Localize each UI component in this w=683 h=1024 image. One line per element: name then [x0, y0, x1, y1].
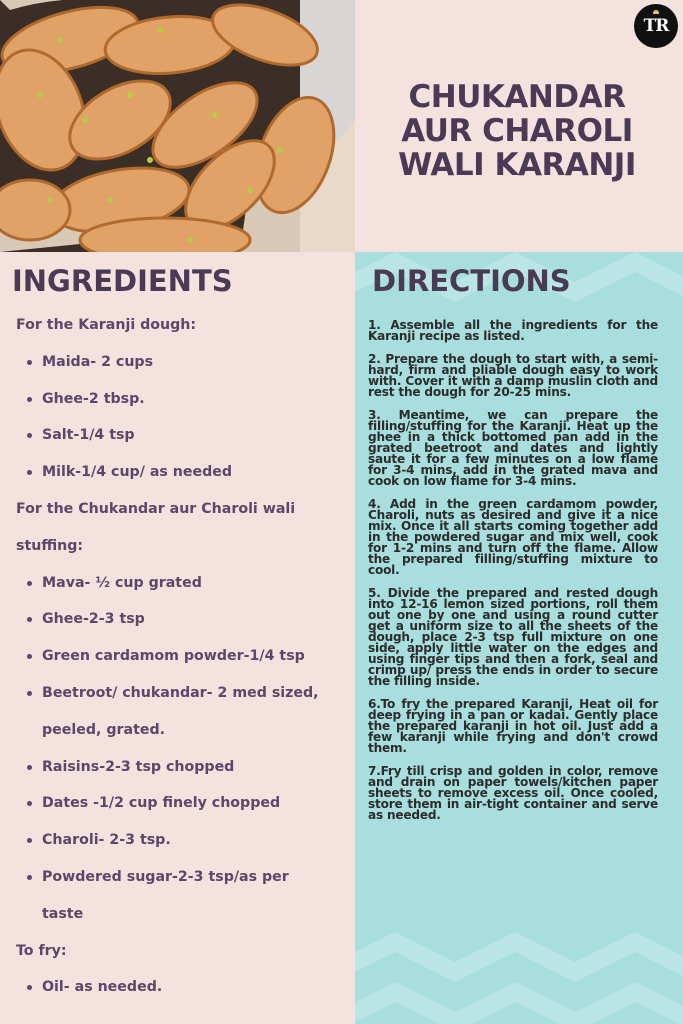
ingredient-text: Ghee-2 tbsp.: [42, 390, 145, 407]
bullet-icon: [27, 581, 32, 586]
direction-step: 6.To fry the prepared Karanji, Heat oil for deep frying in a pan or kadai. Gently place the prepared karanji in hot oil. Just add a few karanji while frying and don't crowd them.: [368, 697, 658, 755]
bullet-icon: [27, 360, 32, 365]
ingredient-item: [16, 974, 351, 1011]
ingredient-text: Salt-1/4 tsp: [42, 427, 135, 444]
ingredient-text: peeled, grated.: [42, 721, 166, 738]
ingredient-section-label: [16, 496, 351, 533]
bullet-icon: [27, 617, 32, 622]
ingredient-text: For the Karanji dough:: [16, 317, 197, 333]
bullet-icon: [27, 654, 32, 659]
ingredient-item: [16, 459, 351, 496]
ingredient-text: taste: [42, 905, 84, 922]
bullet-icon: [27, 985, 32, 990]
direction-step: 5. Divide the prepared and rested dough into 12-16 lemon sized portions, roll them out one by one and using a round cutter get a uniform size to all the sheets of the dough, place 2-3 tsp full mixture on one side, apply little water on the edges and using finger tips and then a fork, seal and crimp up/ press the ends in order to secure the filling inside.: [368, 586, 658, 688]
ingredient-item: [16, 754, 351, 791]
bullet-icon: [27, 875, 32, 880]
ingredient-text: Maida- 2 cups: [42, 353, 154, 370]
direction-step: 1. Assemble all the ingredients for the Karanji recipe as listed.: [368, 318, 658, 343]
bullet-icon: [27, 470, 32, 475]
direction-step: 7.Fry till crisp and golden in color, remove and drain on paper towels/kitchen paper sheets to remove excess oil. Once cooled, store them in air-tight container and serve as needed.: [368, 764, 658, 822]
ingredient-text: Beetroot/ chukandar- 2 med sized,: [42, 684, 319, 701]
bullet-icon: [27, 433, 32, 438]
direction-step: 3. Meantime, we can prepare the filling/stuffing for the Karanji. Heat up the ghee in a thick bottomed pan add in the grated beetroot and dates and lightly saute it for a few minutes on a low flame for 3-4 mins, add in the grated mava and cook on low flame for 3-4 mins.: [368, 408, 658, 488]
ingredient-item: [16, 349, 351, 386]
ingredient-item: [16, 790, 351, 827]
title-line-2: AUR CHAROLI: [401, 113, 633, 149]
ingredients-heading: INGREDIENTS: [12, 264, 233, 298]
ingredient-text: Dates -1/2 cup finely chopped: [42, 795, 281, 812]
logo-text: TR: [643, 16, 669, 36]
ingredient-section-label: [16, 533, 351, 570]
karanji-photo: [0, 0, 355, 252]
ingredient-item: [16, 422, 351, 459]
directions-heading: DIRECTIONS: [372, 264, 571, 298]
ingredient-item: [16, 901, 351, 938]
ingredients-list: [16, 312, 351, 1011]
ingredient-text: stuffing:: [16, 537, 84, 554]
ingredient-item: [16, 864, 351, 901]
ingredient-item: [16, 570, 351, 607]
ingredient-text: Powdered sugar-2-3 tsp/as per: [42, 868, 289, 885]
ingredient-item: [16, 827, 351, 864]
bullet-icon: [27, 765, 32, 770]
crown-icon: [653, 10, 659, 14]
ingredient-text: Milk-1/4 cup/ as needed: [42, 464, 233, 481]
ingredient-text: For the Chukandar aur Charoli wali: [16, 500, 296, 517]
ingredient-text: Raisins-2-3 tsp chopped: [42, 758, 235, 775]
ingredient-item: [16, 606, 351, 643]
title-line-1: CHUKANDAR: [408, 79, 626, 115]
site-logo[interactable]: [634, 4, 678, 48]
ingredient-text: Ghee-2-3 tsp: [42, 611, 145, 628]
direction-step: 4. Add in the green cardamom powder, Charoli, nuts as desired and give it a nice mix. Once it all starts coming together add in the powdered sugar and mix well, cook for 1-2 mins and turn off the flame. Allow the prepared filling/stuffing mixture to cool.: [368, 497, 658, 577]
ingredient-text: Oil- as needed.: [42, 979, 163, 996]
ingredient-item: [16, 386, 351, 423]
direction-step: 2. Prepare the dough to start with, a semi-hard, firm and pliable dough easy to work with. Cover it with a damp muslin cloth and rest the dough for 20-25 mins.: [368, 352, 658, 399]
ingredient-text: Green cardamom powder-1/4 tsp: [42, 648, 305, 665]
directions-list: [368, 320, 658, 833]
bullet-icon: [27, 691, 32, 696]
ingredient-section-label: [16, 312, 351, 349]
ingredient-text: Charoli- 2-3 tsp.: [42, 832, 171, 849]
recipe-title: [372, 80, 662, 182]
ingredient-item: [16, 717, 351, 754]
ingredient-section-label: [16, 938, 351, 975]
ingredient-text: Mava- ½ cup grated: [42, 574, 202, 591]
title-line-3: WALI KARANJI: [398, 147, 636, 183]
bullet-icon: [27, 838, 32, 843]
bullet-icon: [27, 801, 32, 806]
bullet-icon: [27, 397, 32, 402]
ingredient-item: [16, 643, 351, 680]
ingredient-item: [16, 680, 351, 717]
ingredient-text: To fry:: [16, 942, 67, 959]
